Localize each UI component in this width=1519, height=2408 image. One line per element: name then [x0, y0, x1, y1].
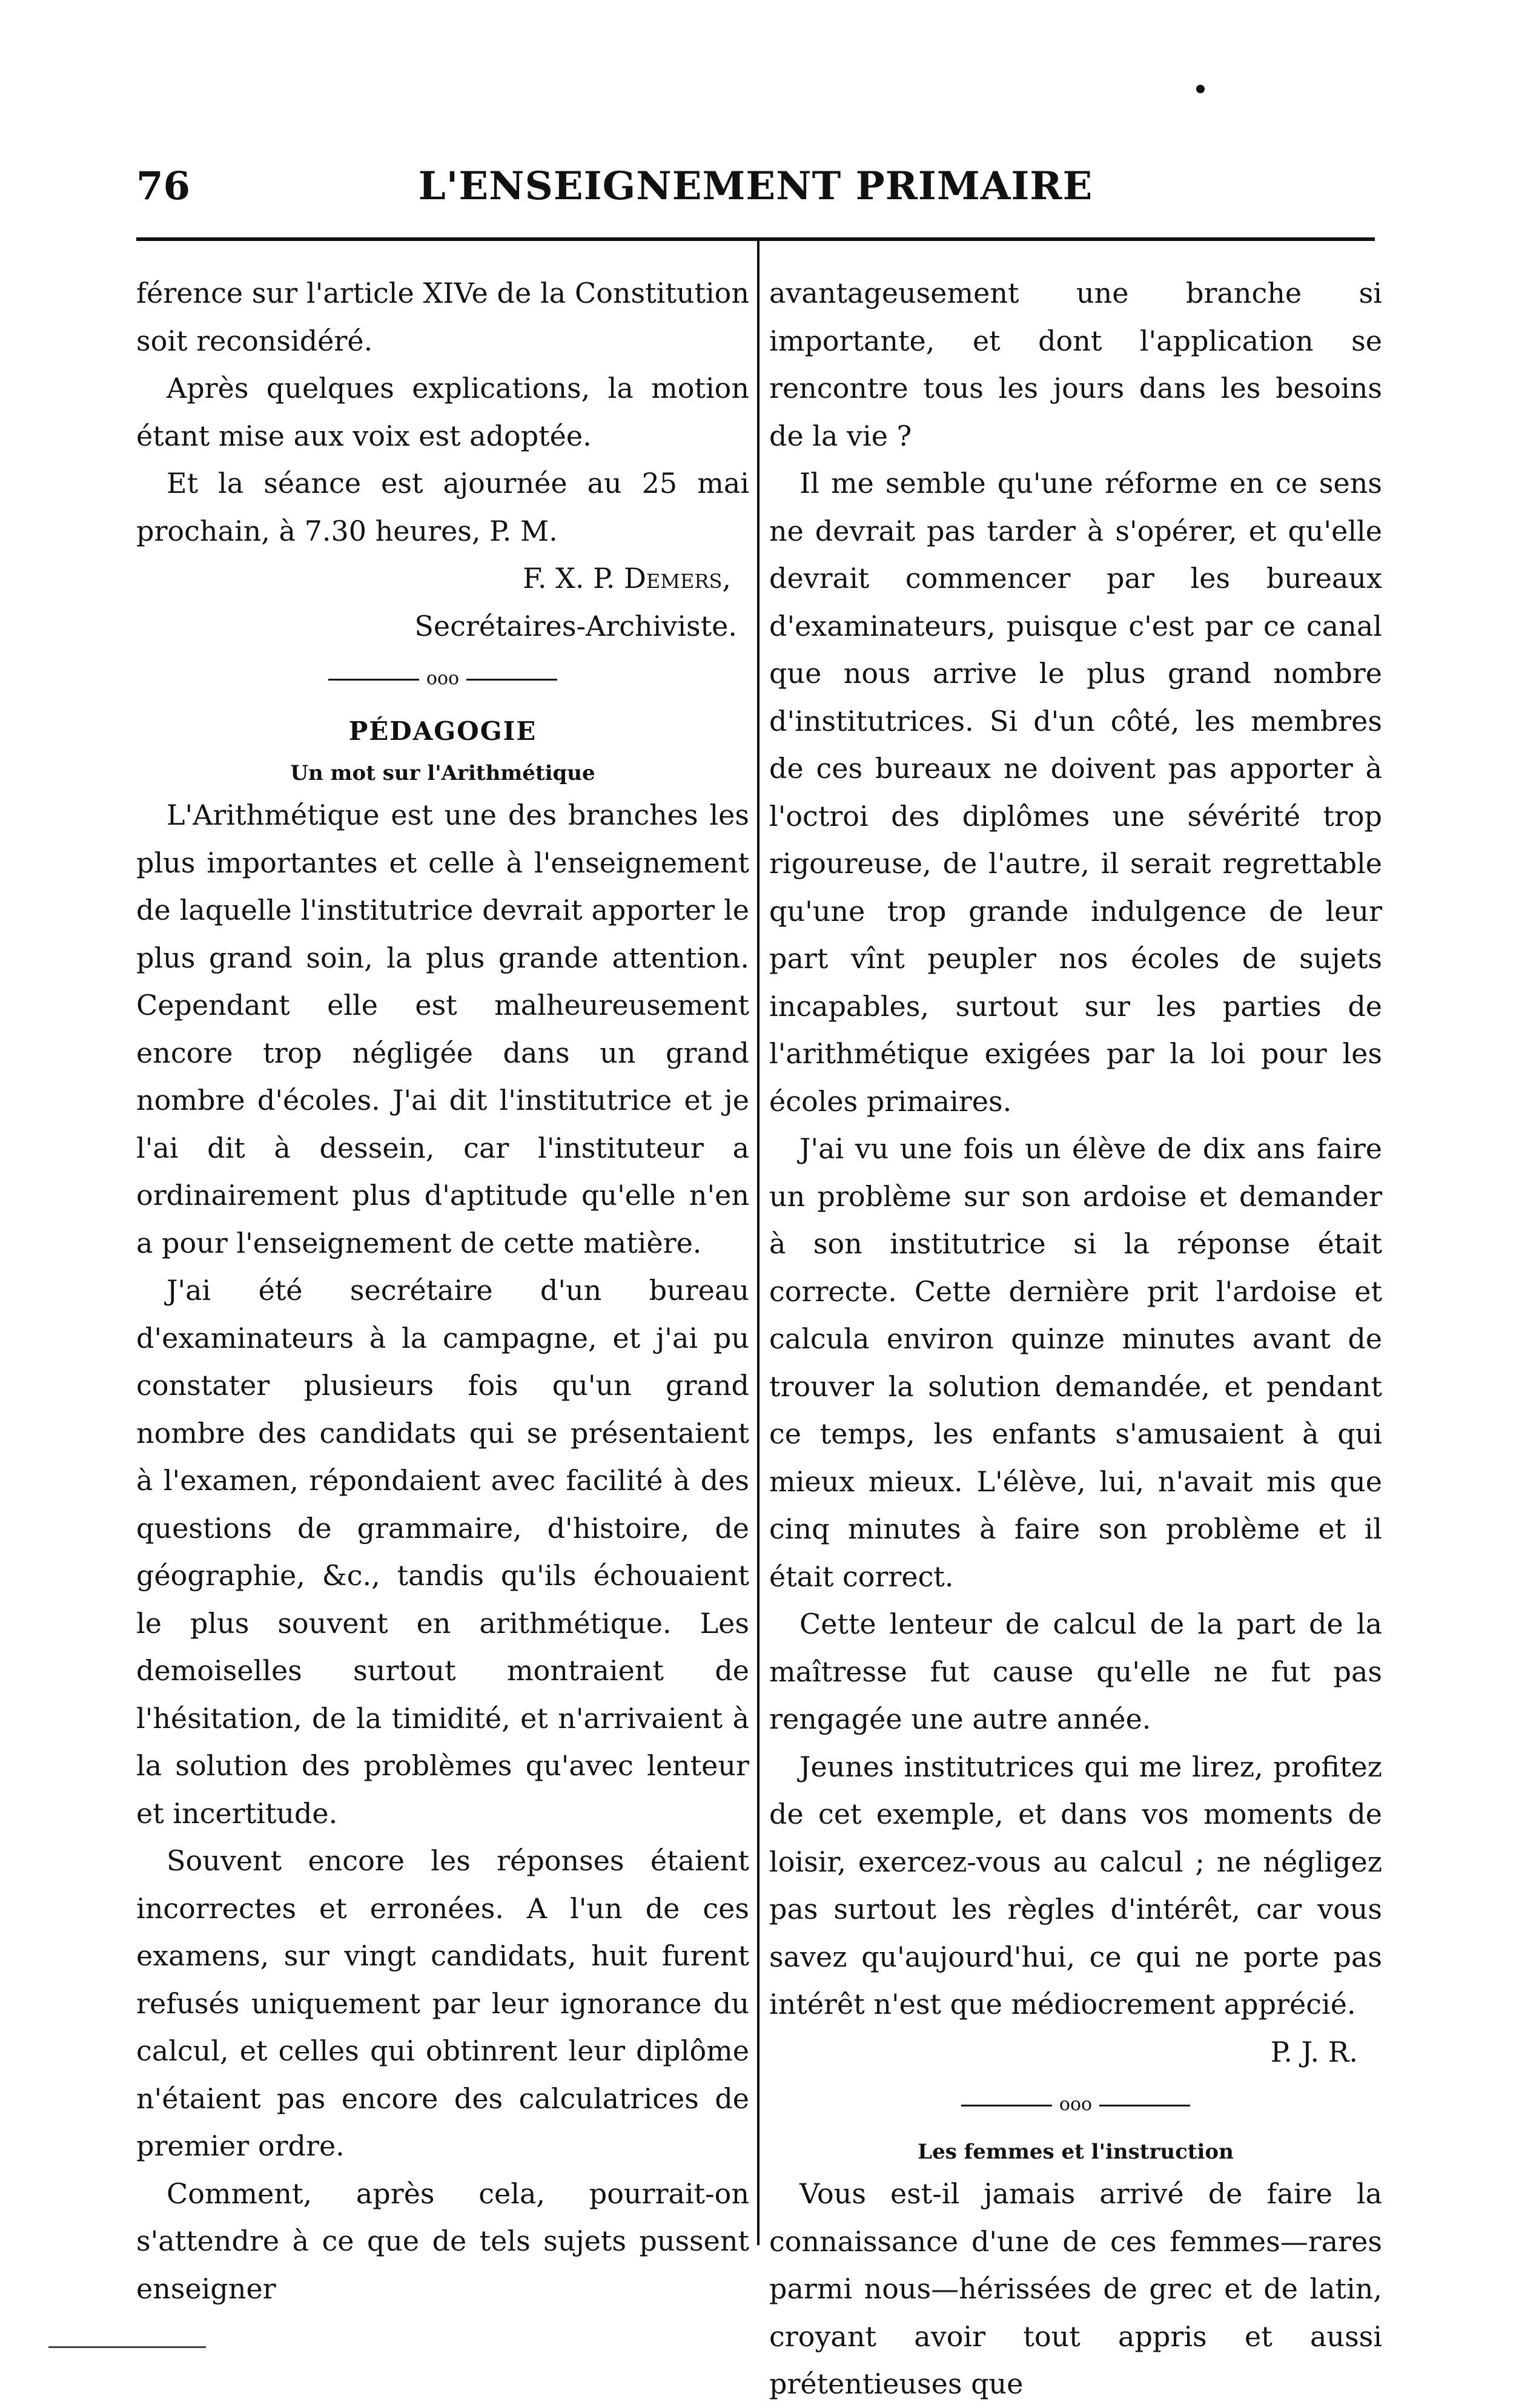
section-title: PÉDAGOGIE — [348, 716, 537, 746]
column-divider — [757, 241, 760, 2245]
paragraph: L'Arithmétique est une des branches les plus importantes et celle à l'enseignement de laquelle l'institutrice devrait apporter le plus grand soin, la plus grande attention. Cependant elle est malheureusement encore trop négligée dans un grand nombre d'écoles. J'ai dit l'institutrice et je l'ai dit à dessein, car l'instituteur a ordinairement plus d'aptitude qu'elle n'en a pour l'enseignement de cette matière. — [136, 799, 749, 1259]
paragraph: J'ai été secrétaire d'un bureau d'examinateurs à la campagne, et j'ai pu constater plusieurs fois qu'un grand nombre des candidats qui se présentaient à l'examen, répondaient avec facilité à des questions de grammaire, d'histoire, de géographie, &c., tandis qu'ils échouaient le plus souvent en arithmétique. Les demoiselles surtout montraient de l'hésitation, de la timidité, et n'arrivaient à la solution des problèmes qu'avec lenteur et incertitude. — [136, 1274, 749, 1830]
paragraph: Vous est-il jamais arrivé de faire la connaissance d'une de ces femmes—rares parmi nous—hérissées de grec et de latin, croyant avoir tout appris et aussi prétentieuses que — [769, 2177, 1382, 2400]
header-rule — [136, 237, 1375, 241]
paragraph: Jeunes institutrices qui me lirez, profitez de cet exemple, et dans vos moments de loisir, exercez-vous au calcul ; ne négligez pas surtout les règles d'intérêt, car vous savez qu'aujourd'hui, ce qui ne porte pas intérêt n'est que médiocrement apprécié. — [769, 1750, 1382, 2020]
article-title: Un mot sur l'Arithmétique — [290, 761, 595, 785]
author-initials: P. J. R. — [1270, 2035, 1358, 2068]
paragraph: Il me semble qu'une réforme en ce sens ne devrait pas tarder à s'opérer, et qu'elle devrait commencer par les bureaux d'examinateurs, puisque c'est par ce canal que nous arrive le plus grand nombre d'institutrices. Si d'un côté, les membres de ces bureaux ne doivent pas apporter à l'octroi des diplômes une sévérité trop rigoureuse, de l'autre, il serait regrettable qu'une trop grande indulgence de leur part vînt peupler nos écoles de sujets incapables, surtout sur les parties de l'arithmétique exigées par la loi pour les écoles primaires. — [769, 467, 1382, 1118]
page-number: 76 — [136, 163, 191, 209]
paragraph: Et la séance est ajournée au 25 mai prochain, à 7.30 heures, P. M. — [136, 467, 749, 547]
paragraph: Souvent encore les réponses étaient incorrectes et erronées. A l'un de ces examens, sur vingt candidats, huit furent refusés uniquement par leur ignorance du calcul, et celles qui obtinrent leur diplôme n'étaient pas encore des calculatrices de premier ordre. — [136, 1844, 749, 2162]
section-separator: ooo — [769, 2086, 1382, 2123]
paragraph: férence sur l'article XIVe de la Constitution soit reconsidéré. — [136, 277, 749, 357]
signature-name: F. X. P. Demers, — [523, 562, 731, 595]
ink-speck — [1196, 85, 1205, 93]
paragraph: avantageusement une branche si importante, et dont l'application se rencontre tous les jours dans les besoins de la vie ? — [769, 277, 1382, 452]
paragraph: Comment, après cela, pourrait-on s'attendre à ce que de tels sujets pussent enseigner — [136, 2177, 749, 2305]
signature-title: Secrétaires-Archiviste. — [414, 609, 737, 642]
paragraph: Après quelques explications, la motion étant mise aux voix est adoptée. — [136, 372, 749, 452]
paragraph: Cette lenteur de calcul de la part de la maîtresse fut cause qu'elle ne fut pas rengagée une autre année. — [769, 1608, 1382, 1735]
footer-rule — [48, 2346, 206, 2348]
article-title: Les femmes et l'instruction — [918, 2140, 1234, 2164]
left-column — [136, 269, 749, 2312]
page-header — [136, 163, 1375, 236]
section-separator: ooo — [136, 661, 749, 697]
right-column — [769, 269, 1382, 2408]
running-title: L'ENSEIGNEMENT PRIMAIRE — [418, 163, 1093, 209]
paragraph: J'ai vu une fois un élève de dix ans faire un problème sur son ardoise et demander à son institutrice si la réponse était correcte. Cette dernière prit l'ardoise et calcula environ quinze minutes avant de trouver la solution demandée, et pendant ce temps, les enfants s'amusaient à qui mieux mieux. L'élève, lui, n'avait mis que cinq minutes à faire son problème et il était correct. — [769, 1132, 1382, 1593]
